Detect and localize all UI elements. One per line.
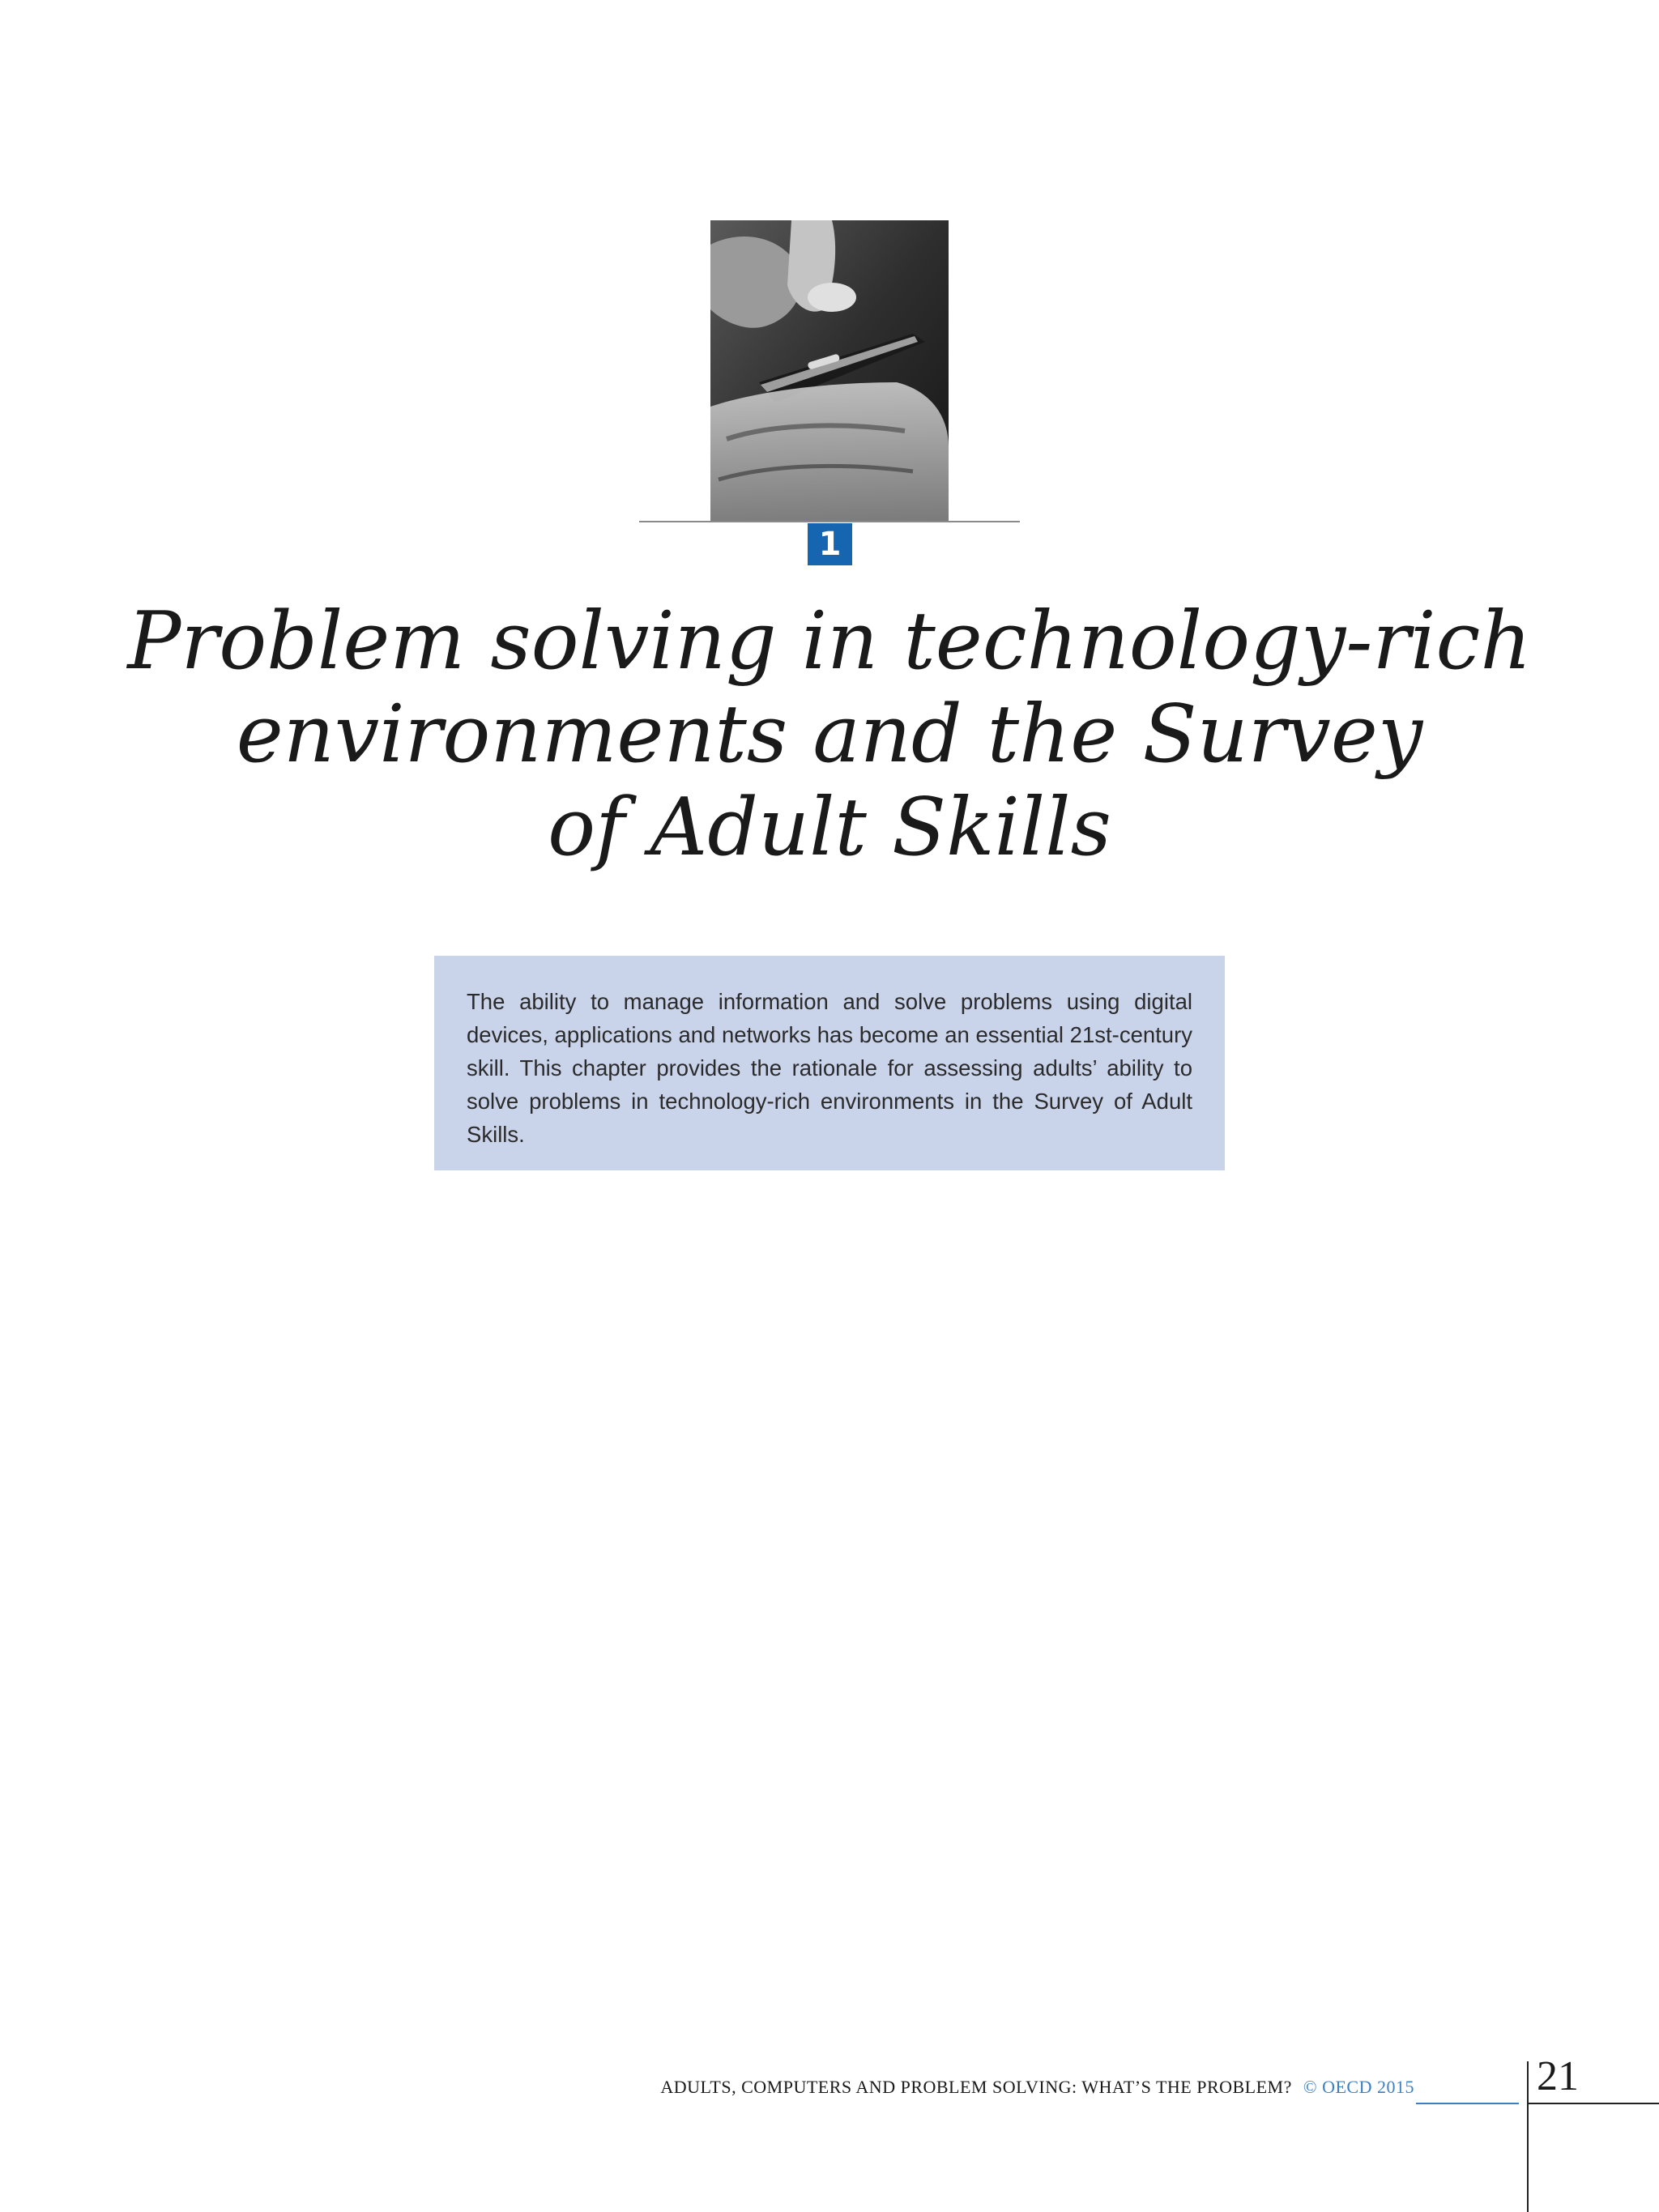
smartphone-hands-illustration — [710, 220, 949, 522]
footer-copyright: © OECD 2015 — [1303, 2077, 1414, 2097]
page-footer — [604, 2077, 1414, 2098]
chapter-title-line: Problem solving in technology-rich — [127, 595, 1532, 688]
chapter-title-line: environments and the Survey — [236, 688, 1423, 781]
footer-book-title: ADULTS, COMPUTERS AND PROBLEM SOLVING: WHAT’S THE PROBLEM? — [660, 2077, 1292, 2097]
chapter-abstract-text: The ability to manage information and solve problems using digital devices, applications and networks has become an essential 21st-century skill. This chapter provides the rationale for assessing adults’ ability to solve problems in technology-rich environments in the Survey of Adult Skills. — [467, 989, 1192, 1147]
chapter-number-badge: 1 — [808, 523, 852, 565]
footer-vertical-rule — [1527, 2061, 1529, 2212]
chapter-photo-smartphone-hands — [710, 220, 949, 522]
footer-horizontal-rule — [1527, 2103, 1659, 2104]
chapter-title — [97, 595, 1562, 875]
chapter-abstract-box — [434, 956, 1225, 1170]
footer-copyright-underline — [1416, 2103, 1519, 2104]
page-number: 21 — [1537, 2053, 1579, 2099]
chapter-divider-line — [639, 521, 1020, 522]
chapter-title-line: of Adult Skills — [548, 782, 1111, 874]
